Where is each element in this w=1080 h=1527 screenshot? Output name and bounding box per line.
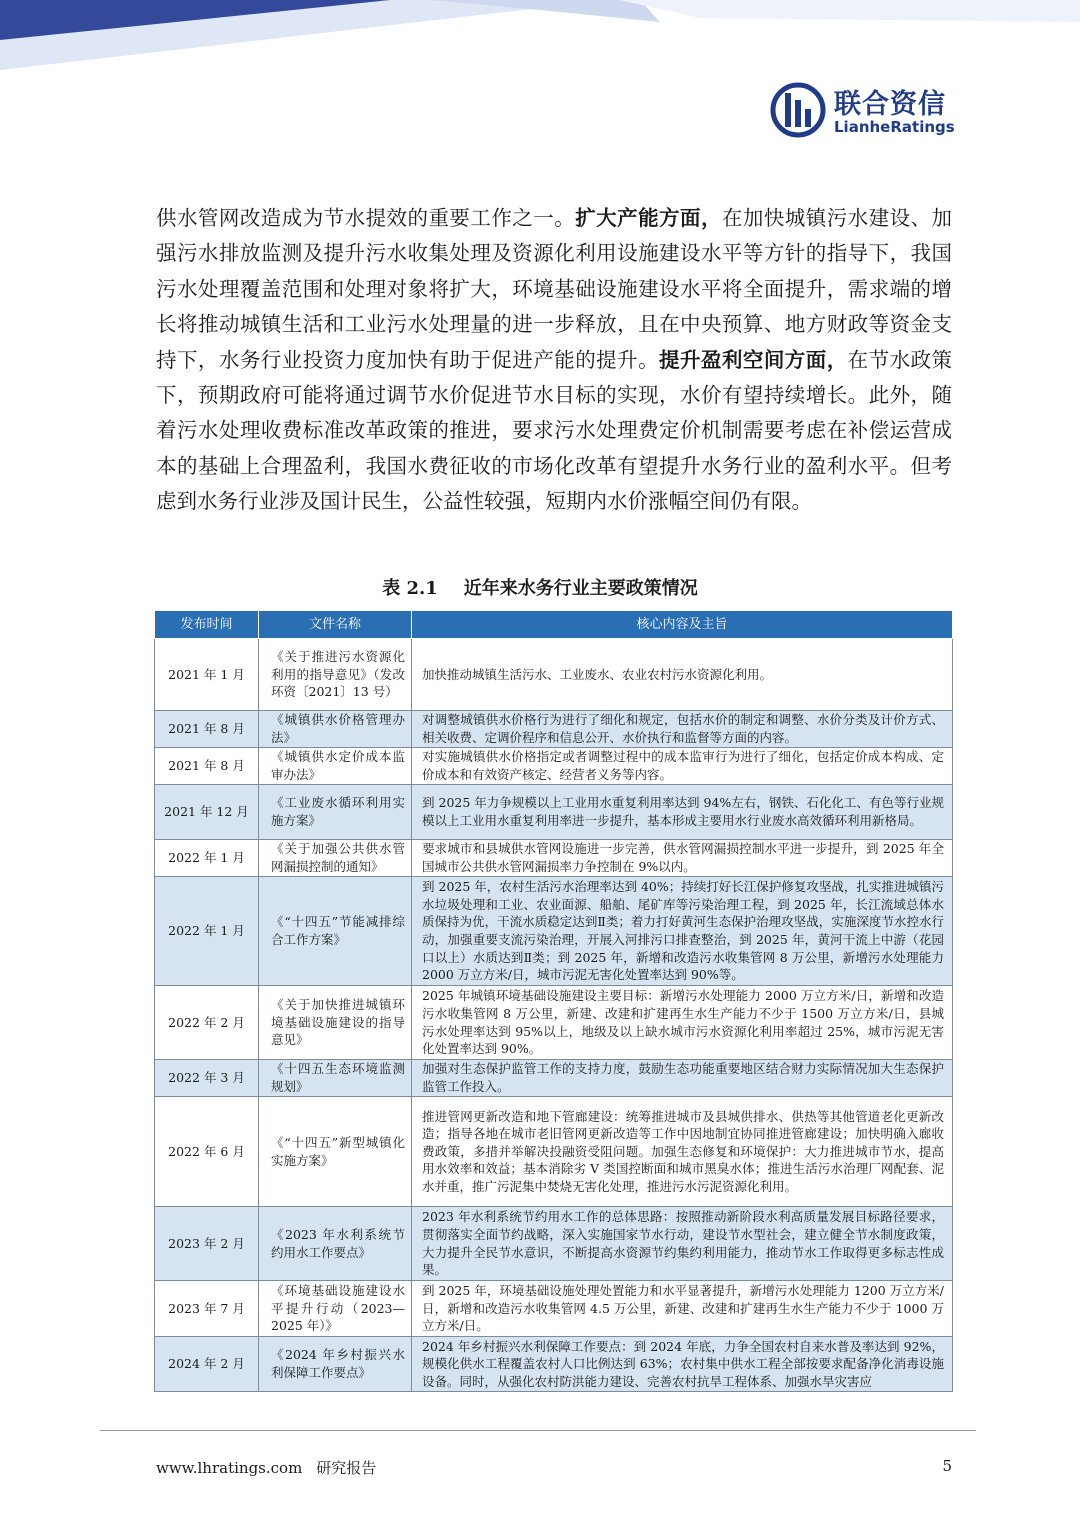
brand-logo (770, 82, 970, 144)
table-row (155, 1097, 953, 1207)
cell-content: 对实施城镇供水价格指定或者调整过程中的成本监审行为进行了细化，包括定价成本构成、定价成本和有效资产核定、经营者义务等内容。 (412, 748, 953, 785)
cell-document: 《2024 年乡村振兴水利保障工作要点》 (259, 1337, 412, 1392)
brand-name-cn: 联合资信 (834, 89, 946, 120)
cell-content: 要求城市和县城供水管网设施进一步完善，供水管网漏损控制水平进一步提升，到 2025 年全国城市公共供水管网漏损率力争控制在 9%以内。 (412, 840, 953, 877)
table-row (155, 639, 953, 711)
header-document: 文件名称 (259, 611, 412, 639)
cell-document: 《十四五生态环境监测规划》 (259, 1060, 412, 1097)
cell-content: 2023 年水利系统节约用水工作的总体思路：按照推动新阶段水利高质量发展目标路径要求，贯彻落实全面节约战略，深入实施国家节水行动，建设节水型社会，建立健全节水制度政策，大力提升全民节水意识，不断提高水资源节约集约利用能力，推动节水工作取得更多标志性成果。 (412, 1207, 953, 1281)
table-row (155, 1207, 953, 1281)
header-content: 核心内容及主旨 (412, 611, 953, 639)
cell-date: 2022 年 3 月 (155, 1060, 259, 1097)
cell-date: 2023 年 2 月 (155, 1207, 259, 1281)
table-row (155, 840, 953, 877)
table-row (155, 1337, 953, 1392)
text-segment: 在加快城镇污水建设、加强污水排放监测及提升污水收集处理及资源化利用设施建设水平等方针的指导下，我国污水处理覆盖范围和处理对象将扩大，环境基础设施建设水平将全面提升，需求端的增长将推动城镇生活和工业污水处理量的进一步释放，且在中央预算、地方财政等资金支持下，水务行业投资力度加快有助于促进产能的提升。 (156, 206, 953, 372)
cell-date: 2022 年 2 月 (155, 986, 259, 1060)
cell-document: 《“十四五”新型城镇化实施方案》 (259, 1097, 412, 1207)
cell-content: 到 2025 年，环境基础设施处理处置能力和水平显著提升，新增污水处理能力 1200 万立方米/日，新增和改造污水收集管网 4.5 万公里，新建、改建和扩建再生水生产能力不少于 1000 万立方米/日。 (412, 1281, 953, 1337)
lianhe-logo-icon (770, 82, 826, 138)
cell-date: 2022 年 1 月 (155, 840, 259, 877)
footer-label: 研究报告 (316, 1459, 377, 1477)
cell-document: 《2023 年水利系统节约用水工作要点》 (259, 1207, 412, 1281)
cell-document: 《关于加快推进城镇环境基础设施建设的指导意见》 (259, 986, 412, 1060)
cell-document: 《关于加强公共供水管网漏损控制的通知》 (259, 840, 412, 877)
cell-date: 2022 年 1 月 (155, 877, 259, 986)
cell-date: 2022 年 6 月 (155, 1097, 259, 1207)
cell-date: 2024 年 2 月 (155, 1337, 259, 1392)
brand-name-en: LianheRatings (834, 118, 955, 136)
table-number: 表 2.1 (382, 578, 438, 599)
cell-date: 2021 年 8 月 (155, 711, 259, 748)
cell-document: 《环境基础设施建设水平提升行动（2023—2025 年）》 (259, 1281, 412, 1337)
cell-document: 《工业废水循环利用实施方案》 (259, 785, 412, 840)
cell-date: 2021 年 8 月 (155, 748, 259, 785)
cell-date: 2021 年 1 月 (155, 639, 259, 711)
cell-document: 《“十四五”节能减排综合工作方案》 (259, 877, 412, 986)
table-header-row (155, 611, 953, 639)
footer-divider (100, 1430, 976, 1431)
table-row (155, 1281, 953, 1337)
table-row (155, 711, 953, 748)
cell-content: 2025 年城镇环境基础设施建设主要目标：新增污水处理能力 2000 万立方米/日，新增和改造污水收集管网 8 万公里，新建、改建和扩建再生水生产能力不少于 1500 万立方米/日，县城污水处理率达到 95%以上，地级及以上缺水城市污水资源化利用率超过 25%，城市污泥无害化处置率达到 90%。 (412, 986, 953, 1060)
policy-table (154, 610, 953, 1392)
cell-content: 到 2025 年力争规模以上工业用水重复利用率达到 94%左右，钢铁、石化化工、有色等行业规模以上工业用水重复利用率进一步提升，基本形成主要用水行业废水高效循环利用新格局。 (412, 785, 953, 840)
cell-content: 对调整城镇供水价格行为进行了细化和规定，包括水价的制定和调整、水价分类及计价方式、相关收费、定调价程序和信息公开、水价执行和监督等方面的内容。 (412, 711, 953, 748)
cell-content: 推进管网更新改造和地下管廊建设：统筹推进城市及县城供排水、供热等其他管道老化更新改造；指导各地在城市老旧管网更新改造等工作中因地制宜协同推进管廊建设；加快明确入廊收费政策，多措并举解决投融资受阻问题。加强生态修复和环境保护：大力推进城市节水，提高用水效率和效益；基本消除劣 V 类国控断面和城市黑臭水体；推进生活污水治理厂网配套、泥水并重，推广污泥集中焚烧无害化处理，推进污水污泥资源化利用。 (412, 1097, 953, 1207)
footer-website: www.lhratings.com (156, 1459, 303, 1477)
table-row (155, 877, 953, 986)
table-row (155, 986, 953, 1060)
text-segment: 供水管网改造成为节水提效的重要工作之一。 (156, 206, 576, 230)
cell-content: 2024 年乡村振兴水利保障工作要点：到 2024 年底，力争全国农村自来水普及率达到 92%，规模化供水工程覆盖农村人口比例达到 63%；农村集中供水工程全部按要求配备净化消毒设施设备。同时，从强化农村防洪能力建设、完善农村抗旱工程体系、加强水旱灾害应 (412, 1337, 953, 1392)
body-paragraph (156, 201, 952, 520)
cell-document: 《关于推进污水资源化利用的指导意见》（发改环资〔2021〕13 号） (259, 639, 412, 711)
page-number: 5 (942, 1457, 952, 1475)
cell-content: 到 2025 年，农村生活污水治理率达到 40%；持续打好长江保护修复攻坚战，扎实推进城镇污水垃圾处理和工业、农业面源、船舶、尾矿库等污染治理工程，到 2025 年，长江流域总体水质保持为优，干流水质稳定达到Ⅱ类；着力打好黄河生态保护治理攻坚战，实施深度节水控水行动，加强重要支流污染治理，开展入河排污口排查整治，到 2025 年，黄河干流上中游（花园口以上）水质达到Ⅱ类；到 2025 年，新增和改造污水收集管网 8 万公里，新增污水处理能力 2000 万立方米/日，城市污泥无害化处置率达到 90%等。 (412, 877, 953, 986)
cell-document: 《城镇供水定价成本监审办法》 (259, 748, 412, 785)
table-caption (0, 574, 1080, 600)
text-segment: 在节水政策下，预期政府可能将通过调节水价促进节水目标的实现，水价有望持续增长。此外，随着污水处理收费标准改革政策的推进，要求污水处理费定价机制需要考虑在补偿运营成本的基础上合理盈利，我国水费征收的市场化改革有望提升水务行业的盈利水平。但考虑到水务行业涉及国计民生，公益性较强，短期内水价涨幅空间仍有限。 (156, 347, 953, 514)
cell-document: 《城镇供水价格管理办法》 (259, 711, 412, 748)
bold-heading-profit: 提升盈利空间方面， (659, 347, 848, 372)
bold-heading-capacity: 扩大产能方面， (575, 206, 722, 230)
cell-content: 加强对生态保护监管工作的支持力度，鼓励生态功能重要地区结合财力实际情况加大生态保护监管工作投入。 (412, 1060, 953, 1097)
table-row (155, 785, 953, 840)
table-row (155, 748, 953, 785)
table-title: 近年来水务行业主要政策情况 (463, 578, 698, 599)
footer-info (156, 1457, 376, 1478)
cell-content: 加快推动城镇生活污水、工业废水、农业农村污水资源化利用。 (412, 639, 953, 711)
cell-date: 2023 年 7 月 (155, 1281, 259, 1337)
header-date: 发布时间 (155, 611, 259, 639)
cell-date: 2021 年 12 月 (155, 785, 259, 840)
table-row (155, 1060, 953, 1097)
